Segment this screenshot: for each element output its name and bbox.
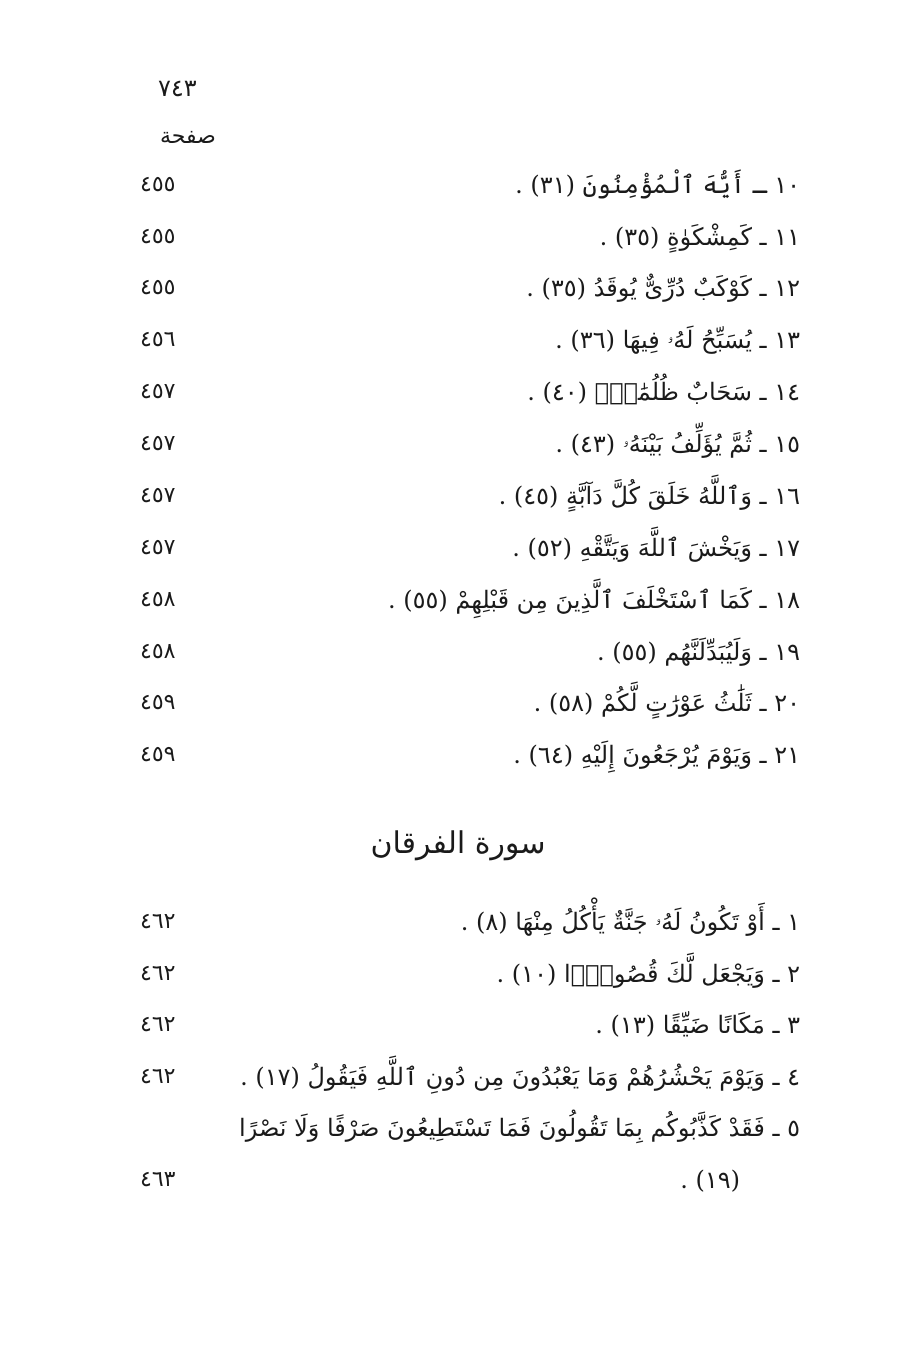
entry-page: ٤٦٢: [140, 961, 176, 986]
list-item: [140, 902, 800, 942]
entry-page: ٤٥٧: [140, 535, 176, 560]
entry-text: ٥ ـ فَقَدْ كَذَّبُوكُم بِمَا تَقُولُونَ فَمَا تَسْتَطِيعُونَ صَرْفًا وَلَا نَصْرًا: [239, 1114, 800, 1142]
list-item: [140, 735, 800, 775]
entry-page: ٤٦٣: [140, 1167, 176, 1192]
list-item: [140, 320, 800, 360]
entry-page: ٤٥٥: [140, 224, 176, 249]
list-item: [140, 268, 800, 308]
entry-text: ١٣ ـ يُسَبِّحُ لَهُۥ فِيهَا (٣٦) .: [555, 326, 800, 354]
list-item: [140, 476, 800, 516]
entry-page: ٤٥٥: [140, 275, 176, 300]
entry-page: ٤٥٩: [140, 742, 176, 767]
list-item: [140, 217, 800, 257]
list-item: [140, 424, 800, 464]
entry-page: ٤٦٢: [140, 1064, 176, 1089]
page-number: ٧٤٣: [158, 74, 197, 102]
section-title: سورة الفرقان: [370, 826, 546, 861]
entry-page: ٤٥٦: [140, 327, 176, 352]
entry-text: ١٢ ـ كَوْكَبٌ دُرِّىٌّ يُوقَدُ (٣٥) .: [526, 274, 800, 302]
entry-text: ١٨ ـ كَمَا ٱسْتَخْلَفَ ٱلَّذِينَ مِن قَبْلِهِمْ (٥٥) .: [387, 586, 800, 614]
entry-page: ٤٦٢: [140, 909, 176, 934]
entry-page: ٤٥٩: [140, 690, 176, 715]
entry-text: ١٥ ـ ثُمَّ يُؤَلِّفُ بَيْنَهُۥ (٤٣) .: [555, 430, 800, 458]
entry-text: ٤ ـ وَيَوْمَ يَحْشُرُهُمْ وَمَا يَعْبُدُونَ مِن دُونِ ٱللَّهِ فَيَقُولُ (١٧) .: [240, 1063, 800, 1091]
entry-text: ١٩ ـ وَلَيُبَدِّلَنَّهُم (٥٥) .: [596, 638, 800, 666]
list-item: [140, 683, 800, 723]
list-item: [140, 528, 800, 568]
list-item: [140, 165, 800, 205]
entry-page: ٤٥٨: [140, 639, 176, 664]
entry-text: ١٠ ـ أَيُّهَ ٱلْمُؤْمِنُونَ (٣١) .: [515, 171, 800, 199]
list-item: [140, 1057, 800, 1097]
entry-page: ٤٥٧: [140, 379, 176, 404]
list-item: [140, 1108, 800, 1148]
list-item: [140, 1005, 800, 1045]
list-item: [140, 954, 800, 994]
entry-page: ٤٥٨: [140, 587, 176, 612]
entry-text: ٣ ـ مَكَانًا ضَيِّقًا (١٣) .: [595, 1011, 800, 1039]
list-item: [140, 372, 800, 412]
page-column-label: صفحة: [160, 124, 216, 149]
entry-page: ٤٥٥: [140, 172, 176, 197]
list-item: [140, 632, 800, 672]
entry-text-continuation: (١٩) .: [680, 1166, 740, 1194]
entry-page: ٤٥٧: [140, 483, 176, 508]
entry-text: ٢٠ ـ ثَلَٰثُ عَوْرَٰتٍ لَّكُمْ (٥٨) .: [533, 689, 800, 717]
list-item: [140, 1160, 800, 1200]
entry-text: ٢ ـ وَيَجْعَل لَّكَ قُصُورًۢا (١٠) .: [496, 960, 800, 988]
entry-text: ١٤ ـ سَحَابٌ ظُلُمَٰتٌۢ (٤٠) .: [527, 378, 800, 406]
entry-text: ٢١ ـ وَيَوْمَ يُرْجَعُونَ إِلَيْهِ (٦٤) .: [513, 741, 800, 769]
entry-text: ١١ ـ كَمِشْكَوٰةٍ (٣٥) .: [599, 223, 800, 251]
entry-page: ٤٦٢: [140, 1012, 176, 1037]
list-item: [140, 580, 800, 620]
entry-text: ١ ـ أَوْ تَكُونُ لَهُۥ جَنَّةٌ يَأْكُلُ مِنْهَا (٨) .: [460, 908, 800, 936]
entry-text: ١٦ ـ وَٱللَّهُ خَلَقَ كُلَّ دَآبَّةٍ (٤٥) .: [498, 482, 800, 510]
entry-text: ١٧ ـ وَيَخْشَ ٱللَّهَ وَيَتَّقْهِ (٥٢) .: [512, 534, 800, 562]
entry-page: ٤٥٧: [140, 431, 176, 456]
